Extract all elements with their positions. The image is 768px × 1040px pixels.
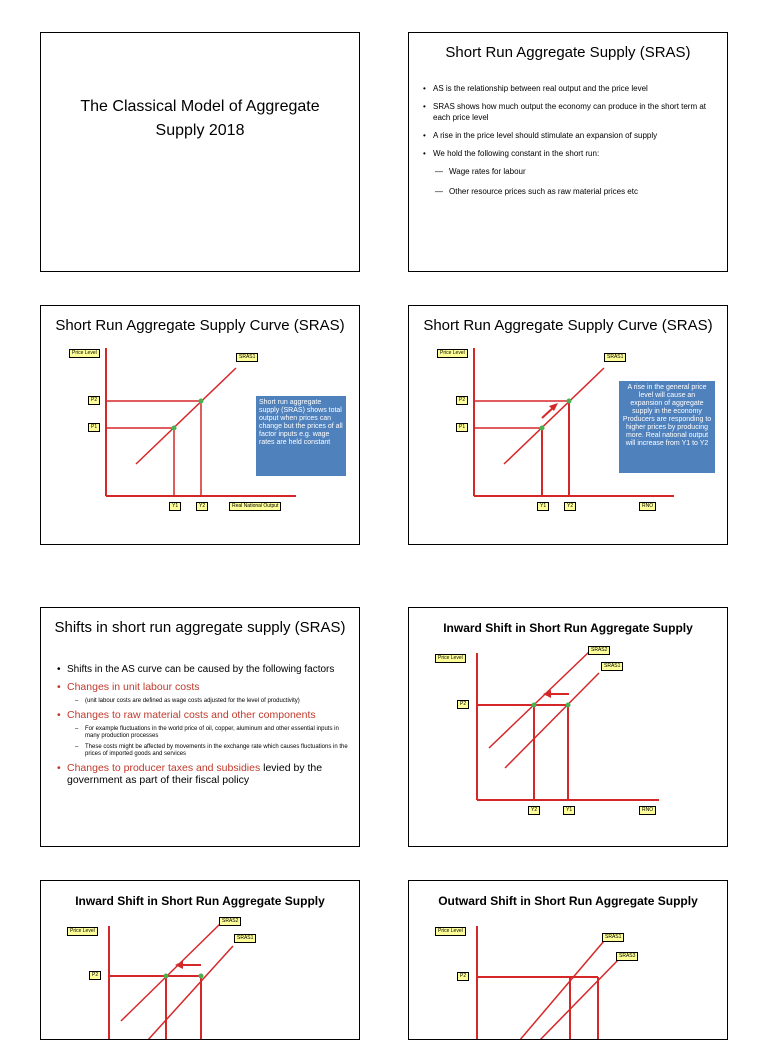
slide-heading: Short Run Aggregate Supply (SRAS) (445, 44, 691, 61)
bullet-item: • We hold the following constant in the short run: (423, 148, 719, 159)
bullet-item: • A rise in the price level should stimulate an expansion of supply (423, 130, 719, 141)
sras1-label: SRAS1 (234, 934, 256, 943)
p2-label: P2 (457, 700, 469, 709)
sras-label: SRAS1 (604, 353, 626, 362)
sras1-curve (147, 946, 233, 1040)
sras2-curve (121, 923, 221, 1021)
bullet-item-highlight: • Changes to raw material costs and other components (55, 709, 349, 721)
info-box: Short run aggregate supply (SRAS) shows total output when prices can change but the prices of all factor inputs e.g. wage rates are held constant (256, 396, 346, 476)
sras3-label: SRAS3 (616, 952, 638, 961)
price-level-label: Price Level (69, 349, 100, 358)
slide-shift-factors (40, 607, 360, 847)
sras1-label: SRAS1 (601, 662, 623, 671)
bullet-list (423, 83, 719, 206)
y2-label: Y2 (564, 502, 576, 511)
slide-inward-shift (40, 880, 360, 1040)
y1-label: Y1 (563, 806, 575, 815)
sras-label: SRAS1 (236, 353, 258, 362)
p2-label: P2 (89, 971, 101, 980)
sras1-label: SRAS1 (602, 933, 624, 942)
equilibrium-point (532, 703, 537, 708)
p2-label: P2 (457, 972, 469, 981)
p1-label: P1 (88, 423, 100, 432)
y2-label: Y2 (196, 502, 208, 511)
bullet-list (55, 664, 349, 791)
slide-main-title: The Classical Model of Aggregate Supply 2018 (80, 98, 320, 139)
p2-label: P2 (88, 396, 100, 405)
equilibrium-point (566, 703, 571, 708)
equilibrium-point (199, 974, 204, 979)
equilibrium-point (172, 426, 177, 431)
bullet-item: • Shifts in the AS curve can be caused by the following factors (55, 664, 349, 676)
slide-heading: Short Run Aggregate Supply Curve (SRAS) (423, 317, 713, 334)
slide-outward-shift (408, 880, 728, 1040)
info-box: A rise in the general price level will cause an expansion of aggregate supply in the economy Producers are responding to higher prices by producing more. Real national output will increase from Y1 to Y2 (619, 381, 715, 473)
outward-shift-diagram (409, 881, 728, 1040)
slide-heading: Inward Shift in Short Run Aggregate Supply (443, 621, 693, 635)
sub-bullet-item: — Other resource prices such as raw material prices etc (423, 186, 719, 197)
slide-heading: Shifts in short run aggregate supply (SRAS) (54, 619, 346, 636)
equilibrium-point (540, 426, 545, 431)
slide-sras-definition (408, 32, 728, 272)
sras-curve (504, 368, 604, 464)
slide-sras-curve (40, 305, 360, 545)
slide-heading: Short Run Aggregate Supply Curve (SRAS) (55, 317, 345, 334)
sub-bullet-item: – (unit labour costs are defined as wage costs adjusted for the level of productivity) (55, 698, 349, 705)
sub-bullet-item: — Wage rates for labour (423, 166, 719, 177)
slide-heading: Outward Shift in Short Run Aggregate Supply (438, 894, 698, 908)
sras2-label: SRAS2 (219, 917, 241, 926)
equilibrium-point (567, 399, 572, 404)
slide-sras-expansion (408, 305, 728, 545)
bullet-item-highlight: • Changes in unit labour costs (55, 681, 349, 693)
slide-heading: Inward Shift in Short Run Aggregate Supply (75, 894, 325, 908)
bullet-item: • SRAS shows how much output the economy can produce in the short term at each price level (423, 101, 719, 123)
sras1-curve (519, 941, 604, 1040)
price-level-label: Price Level (435, 654, 466, 663)
p2-label: P2 (456, 396, 468, 405)
equilibrium-point (199, 399, 204, 404)
sub-bullet-item: – For example fluctuations in the world price of oil, copper, aluminum and other essential inputs in many production processes (55, 726, 349, 740)
slide-title-page (40, 32, 360, 272)
arrow-head (543, 690, 551, 698)
y1-label: Y1 (537, 502, 549, 511)
inward-shift-diagram (41, 881, 360, 1040)
price-level-label: Price Level (435, 927, 466, 936)
sras2-label: SRAS2 (588, 646, 610, 655)
y2-label: Y2 (528, 806, 540, 815)
sras-curve (136, 368, 236, 464)
x-axis-label: RNO (639, 806, 656, 815)
price-level-label: Price Level (67, 927, 98, 936)
highlight-text: Changes to producer taxes and subsidies (67, 762, 261, 774)
p1-label: P1 (456, 423, 468, 432)
bullet-item: • AS is the relationship between real output and the price level (423, 83, 719, 94)
price-level-label: Price Level (437, 349, 468, 358)
bullet-item-highlight (55, 762, 349, 786)
sub-bullet-item: – These costs might be affected by movements in the exchange rate which causes fluctuations in the prices of imported goods and services (55, 744, 349, 758)
bullet-rest-text: levied by the government as part of their fiscal policy (67, 762, 323, 786)
equilibrium-point (164, 974, 169, 979)
slide-inward-shift (408, 607, 728, 847)
x-axis-label: RNO (639, 502, 656, 511)
x-axis-label: Real National Output (229, 502, 281, 511)
y1-label: Y1 (169, 502, 181, 511)
